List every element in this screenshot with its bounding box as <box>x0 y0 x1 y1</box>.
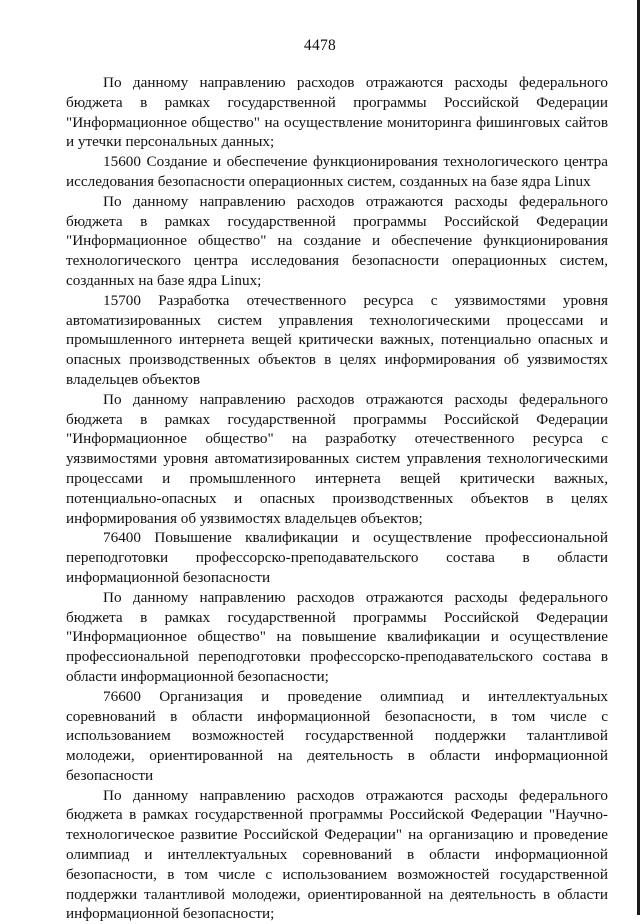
page-number: 4478 <box>303 37 337 54</box>
paragraph-expense-description: По данному направлению расходов отражаются расходы федерального бюджета в рамках государственной программы Российской Федерации "Информационное общество" на разработку отечественного ресурса с уязвимостями уровня автоматизированных систем управления технологическими процессами и промышленного интернета вещей критически важных, потенциально-опасных и опасных производственных объектов в целях информирования об уязвимостях владельцев объектов; <box>66 390 608 527</box>
document-body <box>66 73 608 924</box>
paragraph-code-heading: 76600 Организация и проведение олимпиад и интеллектуальных соревнований в области информационной безопасности, в том числе с использованием возможностей государственной поддержки талантливой молодежи, ориентированной на деятельность в области информационной безопасности <box>66 687 608 784</box>
paragraph-expense-description: По данному направлению расходов отражаются расходы федерального бюджета в рамках государственной программы Российской Федерации "Информационное общество" на повышение квалификации и осуществление профессиональной переподготовки профессорско-преподавательского состава в области информационной безопасности; <box>66 588 608 685</box>
paragraph-expense-description: По данному направлению расходов отражаются расходы федерального бюджета в рамках государственной программы Российской Федерации "Научно-технологическое развитие Российской Федерации" на организацию и проведение олимпиад и интеллектуальных соревнований в области информационной безопасности, в том числе с использованием возможностей государственной поддержки талантливой молодежи, ориентированной на деятельность в области информационной безопасности; <box>66 786 608 923</box>
paragraph-code-heading: 15700 Разработка отечественного ресурса с уязвимостями уровня автоматизированных систем управления технологическими процессами и промышленного интернета вещей критически важных, потенциально опасных и опасных производственных объектов в целях информирования об уязвимостях владельцев объектов <box>66 291 608 388</box>
paragraph-code-heading: 76400 Повышение квалификации и осуществление профессиональной переподготовки профессорско-преподавательского состава в области информационной безопасности <box>66 529 608 586</box>
paragraph-expense-description: По данному направлению расходов отражаются расходы федерального бюджета в рамках государственной программы Российской Федерации "Информационное общество" на создание и обеспечение функционирования технологического центра исследования безопасности операционных систем, созданных на базе ядра Linux; <box>66 192 608 289</box>
paragraph-code-heading: 15600 Создание и обеспечение функционирования технологического центра исследования безопасности операционных систем, созданных на базе ядра Linux <box>66 153 608 190</box>
paragraph-expense-description: По данному направлению расходов отражаются расходы федерального бюджета в рамках государственной программы Российской Федерации "Информационное общество" на осуществление мониторинга фишинговых сайтов и утечки персональных данных; <box>66 74 608 151</box>
